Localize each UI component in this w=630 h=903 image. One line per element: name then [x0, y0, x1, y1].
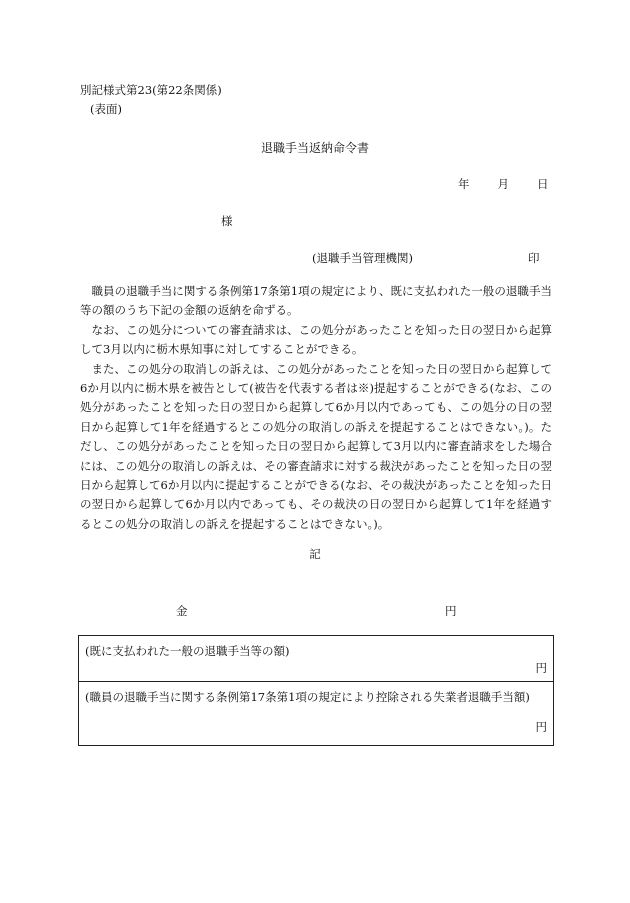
record-heading: 記	[309, 547, 321, 561]
table-row-unit: 円	[535, 720, 547, 734]
amount-unit: 円	[445, 604, 457, 618]
table-row-deducted-amount	[79, 681, 553, 745]
amount-breakdown-table	[78, 635, 554, 746]
body-text	[80, 282, 552, 534]
addressee-suffix: 様	[221, 214, 233, 228]
date-month: 月	[497, 177, 509, 191]
table-row-label: (職員の退職手当に関する条例第17条第1項の規定により控除される失業者退職手当額)	[85, 690, 530, 704]
body-paragraph-1: 職員の退職手当に関する条例第17条第1項の規定により、既に支払われた一般の退職手当等の額のうち下記の金額の返納を命ずる。	[80, 284, 552, 318]
date-line	[458, 176, 549, 192]
table-row-label: (既に支払われた一般の退職手当等の額)	[85, 644, 290, 658]
table-row-unit: 円	[535, 661, 547, 675]
body-paragraph-3: また、この処分の取消しの訴えは、この処分があったことを知った日の翌日から起算して6か月以内に栃木県を被告として(被告を代表する者は※)提起することができる(なお、この処分があったことを知った日の翌日から起算して6か月以内であっても、この処分の日の翌日から起算して1年を経過するとこの処分の取消しの訴えを提起することはできない。)。ただし、この処分があったことを知った日の翌日から起算して3月以内に審査請求をした場合には、この処分の取消しの訴えは、その審査請求に対する裁決があったことを知った日の翌日から起算して6か月以内に提起することができる(なお、その裁決があったことを知った日の翌日から起算して6か月以内であっても、その裁決の日の翌日から起算して1年を経過するとこの処分の取消しの訴えを提起することはできない。)。	[80, 361, 552, 531]
document-title: 退職手当返納命令書	[260, 141, 369, 155]
issuing-authority: (退職手当管理機関)	[312, 251, 413, 265]
table-row-paid-amount	[79, 636, 553, 681]
seal-mark: 印	[528, 251, 540, 265]
form-number: 別記様式第23(第22条関係)	[80, 83, 222, 97]
date-day: 日	[537, 177, 549, 191]
date-year: 年	[458, 177, 470, 191]
amount-label: 金	[176, 604, 188, 618]
body-paragraph-2: なお、この処分についての審査請求は、この処分があったことを知った日の翌日から起算して3月以内に栃木県知事に対してすることができる。	[80, 322, 552, 357]
side-indicator: (表面)	[90, 102, 122, 116]
